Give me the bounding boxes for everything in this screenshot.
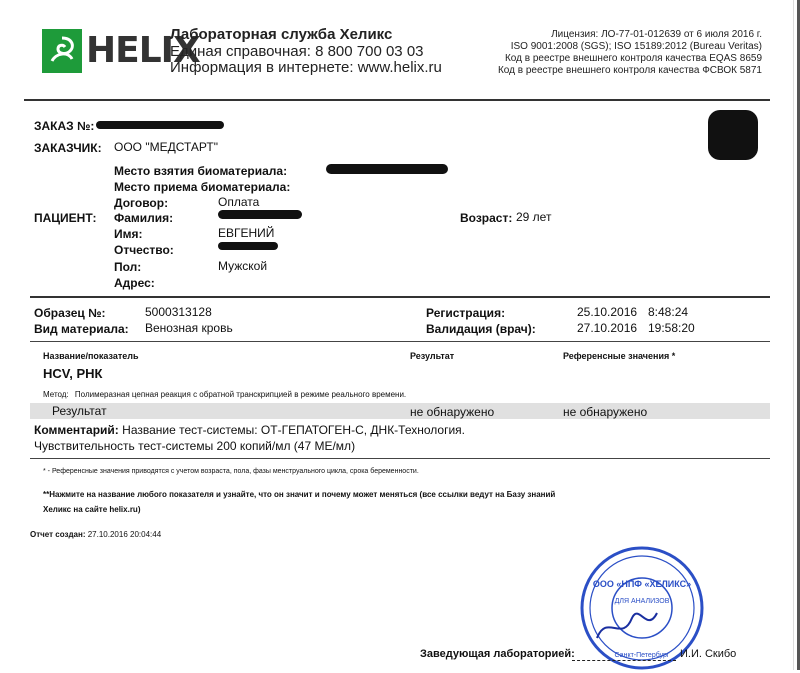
sex-label: Пол: [114, 260, 142, 274]
redacted-surname [218, 210, 302, 219]
head-name: И.И. Скибо [680, 648, 737, 660]
address-label: Адрес: [114, 276, 155, 290]
result-row-value: не обнаружено [410, 405, 495, 419]
header-divider [24, 99, 770, 101]
col-header-reference: Референсные значения * [563, 351, 676, 361]
redacted-barcode [708, 110, 758, 160]
web-line: Информация в интернете: www.helix.ru [170, 59, 442, 76]
method-label: Метод: [43, 390, 69, 399]
name-value: ЕВГЕНИЙ [218, 226, 275, 240]
receive-place-label: Место приема биоматериала: [114, 180, 291, 194]
phone-line: Единая справочная: 8 800 700 03 03 [170, 43, 424, 60]
registration-time: 8:48:24 [648, 305, 689, 319]
col-header-name: Название/показатель [43, 351, 139, 361]
contract-label: Договор: [114, 196, 169, 210]
material-label: Вид материала: [34, 322, 129, 336]
age-label: Возраст: [460, 211, 513, 225]
logo-text: HELIX [86, 30, 200, 71]
results-divider [30, 458, 770, 459]
sample-divider [30, 341, 770, 342]
license-line: ISO 9001:2008 (SGS); ISO 15189:2012 (Bureau Veritas) [510, 41, 762, 52]
registration-date: 25.10.2016 [577, 305, 638, 319]
footnote-knowledge-base-line2[interactable]: Хеликс на сайте helix.ru) [43, 505, 141, 514]
patronymic-label: Отчество: [114, 243, 174, 257]
report-created-value: 27.10.2016 20:04:44 [87, 530, 162, 539]
customer-value: ООО "МЕДСТАРТ" [114, 140, 218, 154]
customer-label: ЗАКАЗЧИК: [34, 141, 102, 155]
validation-label: Валидация (врач): [426, 322, 536, 336]
method-value: Полимеразная цепная реакция с обратной транскрипцией в режиме реального времени. [74, 390, 407, 399]
stamp-text-bottom: ДЛЯ АНАЛИЗОВ [614, 598, 670, 605]
stamp-city: Санкт-Петербург [614, 652, 670, 659]
stamp-text-top: ООО «НПФ «ХЕЛИКС» [592, 579, 692, 589]
footnote-reference: * - Референсные значения приводятся с учетом возраста, пола, фазы менструального цикла, срока беременности. [43, 468, 419, 475]
sex-value: Мужской [218, 259, 268, 273]
page-edge-shadow [793, 0, 794, 670]
contract-value: Оплата [218, 195, 260, 209]
helix-logo [42, 29, 200, 73]
test-title: HCV, РНК [43, 366, 103, 381]
comment-text1: Название тест-системы: ОТ-ГЕПАТОГЕН-С, ДНК-Технология. [122, 423, 466, 437]
result-row [30, 403, 770, 419]
validation-time: 19:58:20 [648, 321, 695, 335]
redacted-order-number [96, 121, 224, 129]
comment-line2: Чувствительность тест-системы 200 копий/мл (47 МЕ/мл) [34, 439, 356, 453]
sample-label: Образец №: [34, 306, 106, 320]
head-label: Заведующая лабораторией: [420, 648, 575, 660]
collect-place-label: Место взятия биоматериала: [114, 164, 288, 178]
col-header-result: Результат [410, 351, 455, 361]
result-row-name: Результат [52, 404, 107, 418]
helix-logo-mark [42, 29, 82, 73]
lab-name: Лабораторная служба Хеликс [170, 26, 393, 43]
footnote-knowledge-base-line1[interactable]: **Нажмите на название любого показателя и узнайте, что он значит и почему может меняться (все ссылки ведут на Базу знаний [43, 490, 556, 499]
patient-divider [30, 296, 770, 298]
registration-label: Регистрация: [426, 306, 506, 320]
license-line: Код в реестре внешнего контроля качества EQAS 8659 [504, 53, 762, 64]
method-line [43, 390, 406, 399]
material-value: Венозная кровь [145, 321, 233, 335]
license-line: Код в реестре внешнего контроля качества ФСВОК 5871 [497, 65, 762, 76]
redacted-patronymic [218, 242, 278, 250]
age-value: 29 лет [516, 210, 552, 224]
report-created-label: Отчет создан: [30, 530, 86, 539]
sample-value: 5000313128 [145, 305, 212, 319]
comment-label: Комментарий: [34, 423, 119, 437]
report-created [30, 530, 161, 539]
result-row-reference: не обнаружено [563, 405, 648, 419]
comment-line1 [34, 423, 465, 437]
patient-section-label: ПАЦИЕНТ: [34, 211, 97, 225]
name-label: Имя: [114, 227, 143, 241]
validation-date: 27.10.2016 [577, 321, 638, 335]
signature-underline [572, 660, 676, 661]
order-label: ЗАКАЗ №: [34, 119, 95, 133]
license-block [498, 29, 762, 77]
redacted-collect-place [326, 164, 448, 174]
license-line: Лицензия: ЛО-77-01-012639 от 6 июля 2016 г. [551, 29, 762, 40]
surname-label: Фамилия: [114, 211, 174, 225]
